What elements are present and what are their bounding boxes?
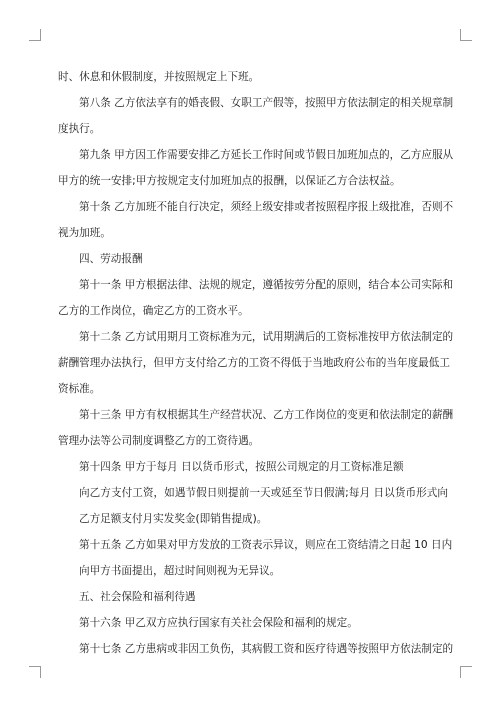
text-line: 度执行。 [58,123,101,135]
text-line: 时、休息和休假制度，并按照规定上下班。 [58,71,260,83]
text-line: 第十五条 乙方如果对甲方发放的工资表示异议，则应在工资结清之日起 10 日内 [79,539,453,551]
document-body [58,64,454,662]
text-line: 视为加班。 [58,227,111,239]
text-line: 向乙方支付工资，如遇节假日则提前一天或延至节日假满;每月 日以货币形式向 [79,487,448,499]
text-line: 第十七条 乙方患病或非因工负伤，其病假工资和医疗待遇等按照甲方依法制定的 [79,643,454,655]
text-line: 第九条 甲方因工作需要安排乙方延长工作时间或节假日加班加点的，乙方应服从 [79,149,454,161]
text-line: 五、社会保险和福利待遇 [79,591,196,603]
text-line: 第十四条 甲方于每月 日以货币形式，按照公司规定的月工资标准足额 [79,461,404,473]
text-line: 第十二条 乙方试用期月工资标准为元，试用期满后的工资标准按甲方依法制定的 [79,331,454,343]
crop-mark-bottom-right [460,666,472,678]
text-line: 第十三条 甲方有权根据其生产经营状况、乙方工作岗位的变更和依法制定的薪酬 [79,409,454,421]
crop-mark-top-left [29,29,41,41]
text-line: 资标准。 [58,383,101,395]
text-line: 甲方的统一安排;甲方按规定支付加班加点的报酬，以保证乙方合法权益。 [58,175,401,187]
text-line: 第十条 乙方加班不能自行决定，须经上级安排或者按照程序报上级批准，否则不 [79,201,454,213]
text-line: 向甲方书面提出，超过时间则视为无异议。 [79,565,281,577]
text-line: 管理办法等公司制度调整乙方的工资待遇。 [58,435,260,447]
text-line: 乙方足额支付月实发奖金(即销售提成)。 [79,513,268,525]
crop-mark-bottom-left [29,666,41,678]
text-line: 第十六条 甲乙双方应执行国家有关社会保险和福利的规定。 [79,617,358,629]
text-line: 薪酬管理办法执行，但甲方支付给乙方的工资不得低于当地政府公布的当年度最低工 [58,357,450,369]
text-line: 四、劳动报酬 [79,253,143,265]
text-line: 第八条 乙方依法享有的婚丧假、女职工产假等，按照甲方依法制定的相关规章制 [79,97,454,109]
crop-mark-top-right [460,29,472,41]
text-line: 第十一条 甲方根据法律、法规的规定，遵循按劳分配的原则，结合本公司实际和 [79,279,454,291]
text-line: 乙方的工作岗位，确定乙方的工资水平。 [58,305,249,317]
